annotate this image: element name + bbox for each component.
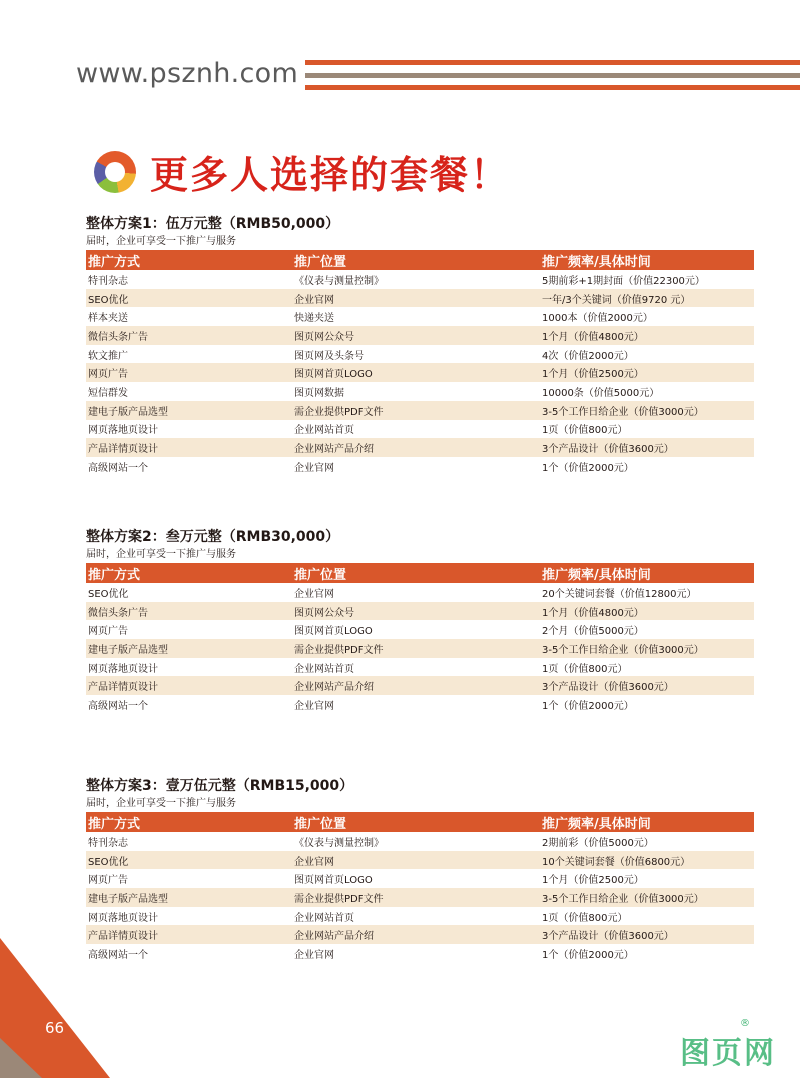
table-cell: 企业官网 [294,856,334,868]
site-url[interactable]: www.psznh.com [76,58,299,89]
table-cell: 软文推广 [88,350,128,362]
table-row [86,420,754,439]
table-cell: 一年/3个关键词（价值9720 元） [542,294,691,306]
table-cell: 2个月（价值5000元） [542,626,644,638]
plan-1 [86,214,754,476]
table-cell: 企业网站首页 [294,663,354,675]
table-cell: 3个产品设计（价值3600元） [542,931,674,943]
table-cell: 《仪表与测量控制》 [294,275,384,287]
table-cell: 图页网数据 [294,387,344,399]
table-cell: 3个产品设计（价值3600元） [542,682,674,694]
table-cell: 3个产品设计（价值3600元） [542,444,674,456]
table-cell: 1个月（价值2500元） [542,875,644,887]
table-cell: 产品详情页设计 [88,931,158,943]
header-rule-top [305,60,800,65]
column-header: 推广频率/具体时间 [542,567,651,583]
table-row [86,583,754,602]
table-cell: 微信头条广告 [88,331,148,343]
watermark-logo: 图页网 [680,1036,776,1071]
plan-note: 届时，企业可享受一下推广与服务 [86,549,236,560]
table-cell: 4次（价值2000元） [542,350,634,362]
column-header: 推广方式 [88,254,141,270]
table-row [86,401,754,420]
corner-decoration [0,938,110,1078]
table-cell: 网页广告 [88,369,128,381]
table-cell: SEO优化 [88,294,129,306]
table-row [86,888,754,907]
registered-mark: ® [740,1018,750,1029]
table-cell: 1个（价值2000元） [542,700,634,712]
table-cell: 企业官网 [294,700,334,712]
plan-title: 整体方案2：叁万元整（RMB30,000） [86,529,340,545]
table-cell: 需企业提供PDF文件 [294,644,384,656]
table-cell: 特刊杂志 [88,837,128,849]
table-cell: 产品详情页设计 [88,444,158,456]
table-cell: 1页（价值800元） [542,912,628,924]
plan-note: 届时，企业可享受一下推广与服务 [86,236,236,247]
headline-text: 更多人选择的套餐！ [150,153,511,197]
table-header [86,250,754,270]
table-cell: 1页（价值800元） [542,663,628,675]
table-row [86,345,754,364]
table-cell: 短信群发 [88,387,128,399]
plan-title: 整体方案3：壹万伍元整（RMB15,000） [86,778,354,794]
table-cell: SEO优化 [88,856,129,868]
table-row [86,382,754,401]
table-cell: SEO优化 [88,588,129,600]
column-header: 推广频率/具体时间 [542,254,651,270]
column-header: 推广位置 [294,254,347,270]
table-row [86,438,754,457]
table-cell: 3-5个工作日给企业（价值3000元） [542,644,704,656]
table-cell: 图页网及头条号 [294,350,364,362]
plan-3 [86,776,754,963]
table-cell: 高级网站一个 [88,700,148,712]
table-cell: 建电子版产品选型 [88,893,168,905]
header-rule-middle [305,73,800,78]
table-cell: 企业官网 [294,588,334,600]
table-header [86,563,754,583]
table-cell: 1页（价值800元） [542,425,628,437]
table-row [86,944,754,963]
table-cell: 企业网站产品介绍 [294,444,374,456]
table-cell: 特刊杂志 [88,275,128,287]
table-cell: 网页广告 [88,626,128,638]
table-cell: 样本夹送 [88,313,128,325]
table-cell: 网页落地页设计 [88,663,158,675]
table-cell: 企业官网 [294,462,334,474]
table-cell: 1个（价值2000元） [542,949,634,961]
table-row [86,457,754,476]
table-cell: 建电子版产品选型 [88,644,168,656]
table-cell: 需企业提供PDF文件 [294,893,384,905]
plan-2 [86,527,754,714]
table-row [86,658,754,677]
table-row [86,925,754,944]
table-cell: 5期前彩+1期封面（价值22300元） [542,275,705,287]
table-cell: 企业网站产品介绍 [294,931,374,943]
table-row [86,270,754,289]
table-cell: 图页网首页LOGO [294,626,373,638]
plan-table [86,563,754,714]
column-header: 推广方式 [88,816,141,832]
table-row [86,695,754,714]
table-cell: 高级网站一个 [88,949,148,961]
table-row [86,639,754,658]
table-cell: 1个月（价值4800元） [542,331,644,343]
table-row [86,289,754,308]
header-rule-bottom [305,85,800,90]
headline [94,144,510,199]
table-cell: 1个（价值2000元） [542,462,634,474]
table-row [86,907,754,926]
plan-table [86,250,754,476]
table-cell: 图页网首页LOGO [294,369,373,381]
table-row [86,307,754,326]
table-cell: 10000条（价值5000元） [542,387,660,399]
table-cell: 建电子版产品选型 [88,406,168,418]
table-cell: 3-5个工作日给企业（价值3000元） [542,406,704,418]
column-header: 推广频率/具体时间 [542,816,651,832]
table-cell: 1个月（价值4800元） [542,607,644,619]
table-row [86,326,754,345]
table-cell: 网页广告 [88,875,128,887]
plan-note: 届时，企业可享受一下推广与服务 [86,798,236,809]
table-cell: 图页网首页LOGO [294,875,373,887]
table-cell: 企业网站首页 [294,425,354,437]
table-cell: 产品详情页设计 [88,682,158,694]
table-cell: 1000本（价值2000元） [542,313,653,325]
table-cell: 图页网公众号 [294,331,354,343]
table-cell: 需企业提供PDF文件 [294,406,384,418]
ring-logo-icon [94,151,136,193]
table-cell: 3-5个工作日给企业（价值3000元） [542,893,704,905]
table-row [86,620,754,639]
table-cell: 网页落地页设计 [88,912,158,924]
table-row [86,363,754,382]
table-row [86,676,754,695]
table-cell: 快递夹送 [294,313,334,325]
table-cell: 图页网公众号 [294,607,354,619]
table-row [86,832,754,851]
table-cell: 1个月（价值2500元） [542,369,644,381]
table-cell: 网页落地页设计 [88,425,158,437]
column-header: 推广位置 [294,816,347,832]
table-cell: 企业官网 [294,949,334,961]
plan-title: 整体方案1：伍万元整（RMB50,000） [86,216,340,232]
table-header [86,812,754,832]
table-cell: 2期前彩（价值5000元） [542,837,654,849]
column-header: 推广位置 [294,567,347,583]
table-row [86,851,754,870]
table-row [86,602,754,621]
table-cell: 企业网站产品介绍 [294,682,374,694]
page-number: 66 [45,1019,65,1037]
table-cell: 企业官网 [294,294,334,306]
table-cell: 高级网站一个 [88,462,148,474]
table-row [86,869,754,888]
table-cell: 10个关键词套餐（价值6800元） [542,856,691,868]
table-cell: 微信头条广告 [88,607,148,619]
column-header: 推广方式 [88,567,141,583]
plan-table [86,812,754,963]
table-cell: 《仪表与测量控制》 [294,837,384,849]
table-cell: 20个关键词套餐（价值12800元） [542,588,697,600]
table-cell: 企业网站首页 [294,912,354,924]
